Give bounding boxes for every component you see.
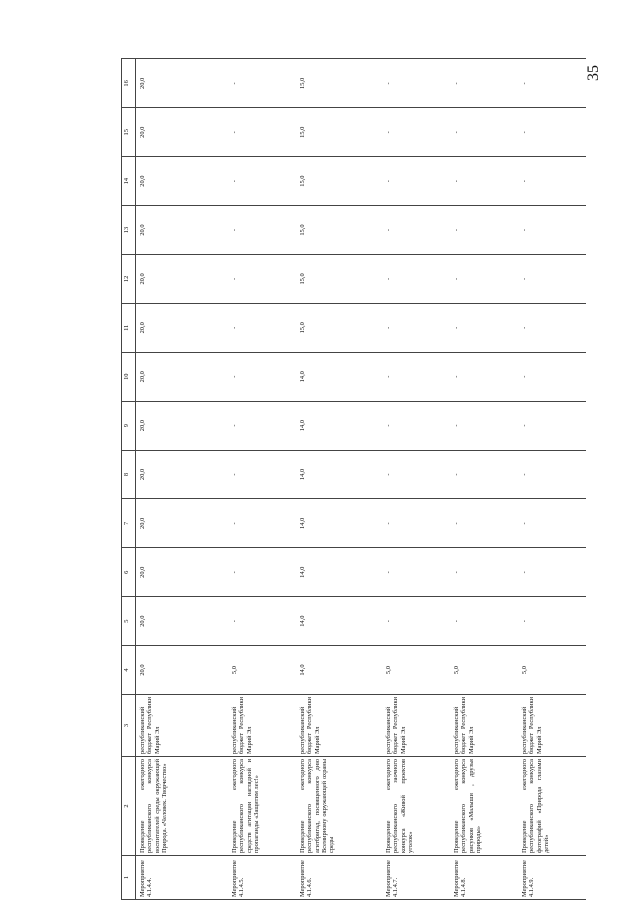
value-cell: 5,0 (518, 646, 586, 695)
value-cell: - (382, 157, 450, 206)
value-cell: 15,0 (296, 157, 382, 206)
column-number: 16 (122, 59, 136, 108)
column-number: 10 (122, 352, 136, 401)
value-cell: - (450, 303, 518, 352)
description-cell: Проведение ежегодного республиканского конкурса агитбригад, посвященного дню Всемирному окружающей охраны среды (296, 757, 382, 856)
value-cell: - (518, 206, 586, 255)
value-cell: - (518, 108, 586, 157)
column-number: 6 (122, 548, 136, 597)
column-number: 5 (122, 597, 136, 646)
value-cell: - (382, 59, 450, 108)
description-cell: Проведение ежегодного республиканского конкурса воспитателей среды окружающей Природа. «Человек. Творчество» (136, 757, 229, 856)
column-number: 11 (122, 303, 136, 352)
value-cell: - (518, 548, 586, 597)
value-cell: 14,0 (296, 352, 382, 401)
column-number-row (122, 59, 136, 900)
column-number: 3 (122, 695, 136, 757)
value-cell: 20,0 (136, 597, 229, 646)
rotated-table-area (121, 61, 551, 900)
column-number: 14 (122, 157, 136, 206)
value-cell: - (228, 597, 296, 646)
value-cell: - (382, 303, 450, 352)
value-cell: 14,0 (296, 597, 382, 646)
description-cell: Проведение ежегодного республиканского конкурса рисунков «Малыши , друзья природы» (450, 757, 518, 856)
value-cell: - (450, 254, 518, 303)
value-cell: 20,0 (136, 548, 229, 597)
value-cell: - (518, 59, 586, 108)
value-cell: - (450, 59, 518, 108)
value-cell: - (518, 303, 586, 352)
value-cell: 20,0 (136, 499, 229, 548)
value-cell: 15,0 (296, 206, 382, 255)
financing-table (121, 58, 586, 900)
value-cell: 14,0 (296, 499, 382, 548)
column-number: 13 (122, 206, 136, 255)
value-cell: - (382, 597, 450, 646)
description-cell: Проведение ежегодного республиканского конкурса средств агитации наглядной и пропаганды «Защитим лес!» (228, 757, 296, 856)
table-row (382, 59, 450, 900)
value-cell: - (382, 499, 450, 548)
table-row (450, 59, 518, 900)
value-cell: - (228, 206, 296, 255)
funding-source-cell: республиканский бюджет Республики Марий Эл (228, 695, 296, 757)
table-row (136, 59, 229, 900)
value-cell: - (382, 401, 450, 450)
value-cell: - (228, 108, 296, 157)
measure-cell: Мероприятие 4.1.4.5. (228, 856, 296, 900)
funding-source-cell: республиканский бюджет Республики Марий Эл (296, 695, 382, 757)
value-cell: - (228, 401, 296, 450)
column-number: 4 (122, 646, 136, 695)
value-cell: - (450, 499, 518, 548)
funding-source-cell: республиканский бюджет Республики Марий Эл (136, 695, 229, 757)
measure-cell: Мероприятие 4.1.4.9. (518, 856, 586, 900)
value-cell: - (518, 157, 586, 206)
value-cell: - (382, 206, 450, 255)
value-cell: 20,0 (136, 157, 229, 206)
value-cell: - (228, 352, 296, 401)
value-cell: - (518, 352, 586, 401)
table-row (296, 59, 382, 900)
value-cell: - (450, 548, 518, 597)
description-cell: Проведение ежегодного республиканского заочного конкурса «Живой проектов уголок» (382, 757, 450, 856)
value-cell: - (518, 597, 586, 646)
value-cell: - (450, 206, 518, 255)
funding-source-cell: республиканский бюджет Республики Марий Эл (450, 695, 518, 757)
funding-source-cell: республиканский бюджет Республики Марий Эл (382, 695, 450, 757)
description-cell: Проведение ежегодного республиканского конкурса фотографий «Природа глазами детей» (518, 757, 586, 856)
funding-source-cell: республиканский бюджет Республики Марий Эл (518, 695, 586, 757)
value-cell: - (228, 450, 296, 499)
value-cell: 20,0 (136, 59, 229, 108)
value-cell: - (228, 548, 296, 597)
value-cell: 20,0 (136, 254, 229, 303)
column-number: 12 (122, 254, 136, 303)
table-row (518, 59, 586, 900)
measure-cell: Мероприятие 4.1.4.6. (296, 856, 382, 900)
value-cell: 20,0 (136, 352, 229, 401)
value-cell: 14,0 (296, 646, 382, 695)
value-cell: - (228, 59, 296, 108)
value-cell: - (382, 548, 450, 597)
value-cell: - (450, 352, 518, 401)
column-number: 15 (122, 108, 136, 157)
value-cell: - (450, 597, 518, 646)
value-cell: - (228, 157, 296, 206)
value-cell: 20,0 (136, 646, 229, 695)
value-cell: - (450, 450, 518, 499)
value-cell: 20,0 (136, 108, 229, 157)
table-body (122, 59, 587, 900)
value-cell: 5,0 (450, 646, 518, 695)
value-cell: - (382, 352, 450, 401)
value-cell: - (228, 254, 296, 303)
measure-cell: Мероприятие 4.1.4.8. (450, 856, 518, 900)
value-cell: - (450, 157, 518, 206)
value-cell: - (382, 108, 450, 157)
column-number: 2 (122, 757, 136, 856)
value-cell: - (450, 401, 518, 450)
value-cell: 20,0 (136, 303, 229, 352)
column-number: 9 (122, 401, 136, 450)
value-cell: 5,0 (382, 646, 450, 695)
value-cell: 20,0 (136, 401, 229, 450)
value-cell: 14,0 (296, 450, 382, 499)
value-cell: - (518, 450, 586, 499)
page-number: 35 (585, 65, 602, 81)
value-cell: - (228, 499, 296, 548)
column-number: 7 (122, 499, 136, 548)
value-cell: 14,0 (296, 401, 382, 450)
value-cell: - (450, 108, 518, 157)
measure-cell: Мероприятие 4.1.4.7. (382, 856, 450, 900)
column-number: 8 (122, 450, 136, 499)
value-cell: 14,0 (296, 548, 382, 597)
column-number: 1 (122, 856, 136, 900)
value-cell: 5,0 (228, 646, 296, 695)
value-cell: 20,0 (136, 450, 229, 499)
value-cell: 15,0 (296, 254, 382, 303)
value-cell: - (382, 450, 450, 499)
measure-cell: Мероприятие 4.1.4.4. (136, 856, 229, 900)
value-cell: - (228, 303, 296, 352)
value-cell: 15,0 (296, 108, 382, 157)
value-cell: 15,0 (296, 59, 382, 108)
value-cell: 15,0 (296, 303, 382, 352)
value-cell: - (518, 401, 586, 450)
table-row (228, 59, 296, 900)
value-cell: 20,0 (136, 206, 229, 255)
value-cell: - (518, 254, 586, 303)
value-cell: - (382, 254, 450, 303)
value-cell: - (518, 499, 586, 548)
